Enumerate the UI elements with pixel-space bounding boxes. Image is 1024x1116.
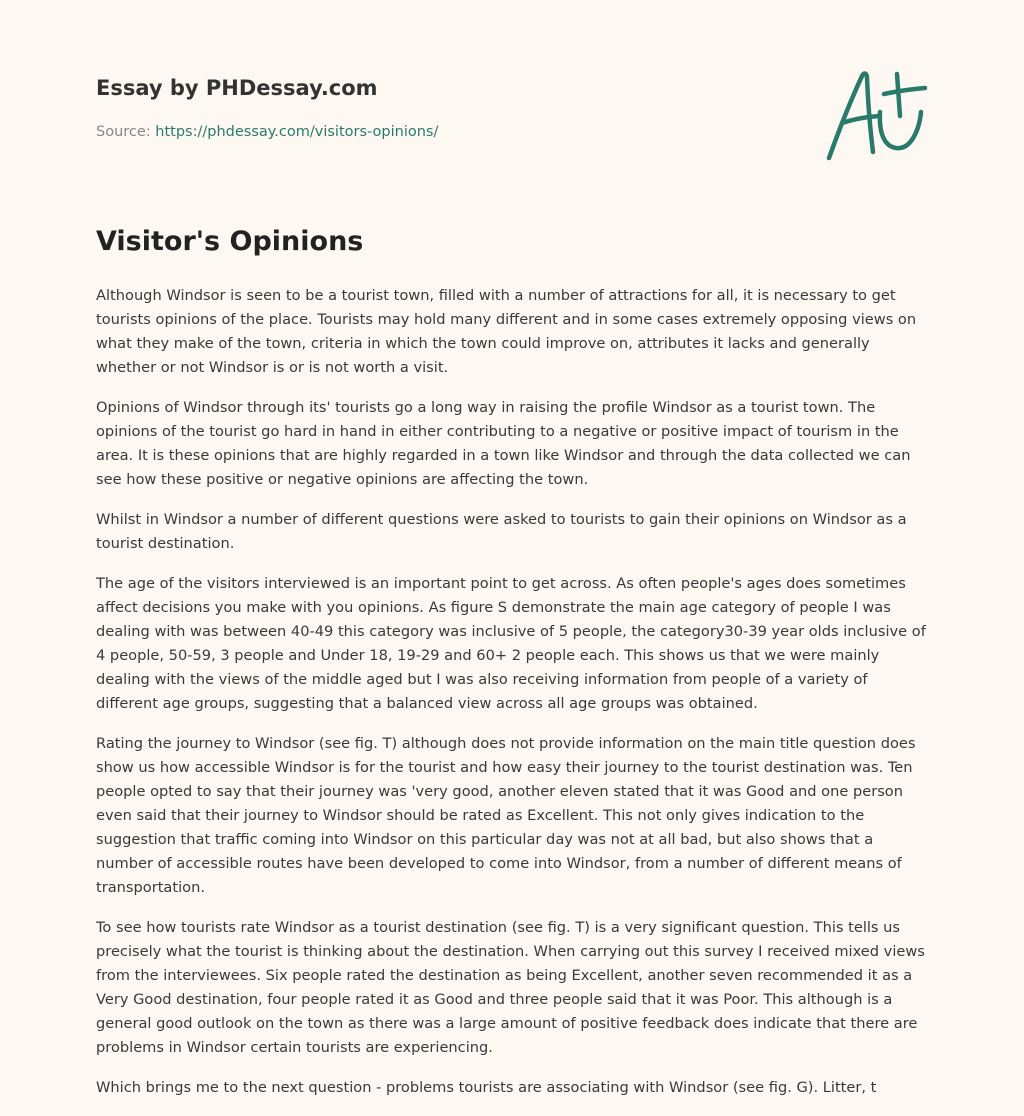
a-plus-logo-icon xyxy=(826,68,928,164)
essay-paragraph: The age of the visitors interviewed is an important point to get across. As often people's ages does sometimes affect decisions you make with you opinions. As figure S demonstrate the main age category of people I was dealing with was between 40-49 this category was inclusive of 5 people, the category30-39 year olds inclusive of 4 people, 50-59, 3 people and Under 18, 19-29 and 60+ 2 people each. This shows us that we were mainly dealing with the views of the middle aged but I was also receiving information from people of a variety of different age groups, suggesting that a balanced view across all age groups was obtained. xyxy=(96,575,926,712)
essay-paragraph: To see how tourists rate Windsor as a tourist destination (see fig. T) is a very significant question. This tells us precisely what the tourist is thinking about the destination. When carrying out this survey I received mixed views from the interviewees. Six people rated the destination as being Excellent, another seven recommended it as a Very Good destination, four people rated it as Good and three people said that it was Poor. This although is a general good outlook on the town as there was a large amount of positive feedback does indicate that there are problems in Windsor certain tourists are experiencing. xyxy=(96,919,925,1056)
essay-paragraph: Which brings me to the next question - problems tourists are associating with Windsor (see fig. G). Litter, t xyxy=(96,1079,877,1096)
essay-paragraph: Opinions of Windsor through its' tourists go a long way in raising the profile Windsor as a tourist town. The opinions of the tourist go hard in hand in either contributing to a negative or positive impact of tourism in the area. It is these opinions that are highly regarded in a town like Windsor and through the data collected we can see how these positive or negative opinions are affecting the town. xyxy=(96,399,911,488)
essay-title: Visitor's Opinions xyxy=(96,226,364,257)
essay-paragraph: Whilst in Windsor a number of different questions were asked to tourists to gain their opinions on Windsor as a tourist destination. xyxy=(96,511,907,552)
essay-body xyxy=(96,284,928,1116)
essay-paragraph: Although Windsor is seen to be a tourist town, filled with a number of attractions for all, it is necessary to get tourists opinions of the place. Tourists may hold many different and in some cases extremely opposing views on what they make of the town, criteria in which the town could improve on, attributes it lacks and generally whether or not Windsor is or is not worth a visit. xyxy=(96,287,917,376)
source-line xyxy=(96,124,438,140)
site-brand-title: Essay by PHDessay.com xyxy=(96,76,378,100)
essay-paragraph: Rating the journey to Windsor (see fig. T) although does not provide information on the main title question does show us how accessible Windsor is for the tourist and how easy their journey to the tourist destination was. Ten people opted to say that their journey was 'very good, another eleven stated that it was Good and one person even said that their journey to Windsor should be rated as Excellent. This not only gives indication to the suggestion that traffic coming into Windsor on this particular day was not at all bad, but also shows that a number of accessible routes have been developed to come into Windsor, from a number of different means of transportation. xyxy=(96,735,916,896)
source-link[interactable]: https://phdessay.com/visitors-opinions/ xyxy=(155,124,439,140)
source-label: Source: xyxy=(96,124,156,140)
